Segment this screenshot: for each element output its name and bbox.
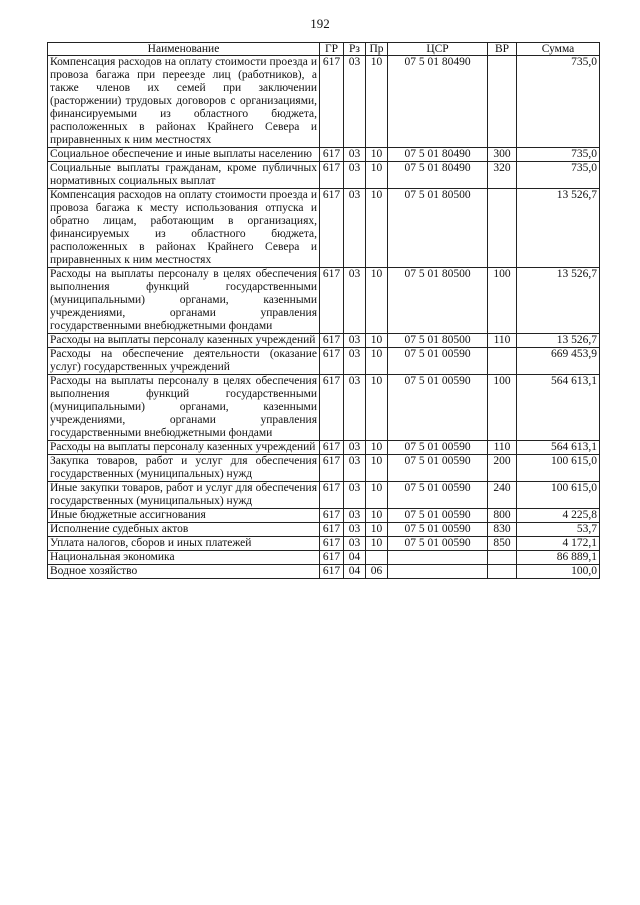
row-gr: 617	[320, 189, 344, 268]
row-rz: 03	[344, 268, 366, 334]
row-vr: 110	[488, 441, 517, 455]
row-pr: 10	[366, 268, 388, 334]
table-row	[48, 189, 600, 268]
row-pr: 10	[366, 537, 388, 551]
row-vr	[488, 56, 517, 148]
row-csr: 07 5 01 80500	[388, 334, 488, 348]
row-pr: 10	[366, 523, 388, 537]
row-pr: 06	[366, 565, 388, 579]
header-gr: ГР	[320, 43, 344, 56]
row-gr: 617	[320, 375, 344, 441]
table-row	[48, 268, 600, 334]
row-sum: 4 172,1	[517, 537, 600, 551]
row-vr	[488, 551, 517, 565]
row-sum: 100 615,0	[517, 482, 600, 509]
table-header-row	[48, 43, 600, 56]
table-row	[48, 551, 600, 565]
row-gr: 617	[320, 162, 344, 189]
row-rz: 03	[344, 482, 366, 509]
row-csr	[388, 551, 488, 565]
row-name: Расходы на выплаты персоналу казенных учреждений	[48, 441, 320, 455]
row-gr: 617	[320, 565, 344, 579]
row-name: Исполнение судебных актов	[48, 523, 320, 537]
row-csr	[388, 565, 488, 579]
row-rz: 04	[344, 565, 366, 579]
row-gr: 617	[320, 441, 344, 455]
row-csr: 07 5 01 80500	[388, 189, 488, 268]
table-row	[48, 334, 600, 348]
row-sum: 735,0	[517, 162, 600, 189]
row-vr: 850	[488, 537, 517, 551]
row-pr: 10	[366, 162, 388, 189]
row-csr: 07 5 01 00590	[388, 441, 488, 455]
row-vr	[488, 189, 517, 268]
row-name: Закупка товаров, работ и услуг для обеспечения государственных (муниципальных) нужд	[48, 455, 320, 482]
row-vr: 100	[488, 375, 517, 441]
row-csr: 07 5 01 00590	[388, 509, 488, 523]
row-name: Социальные выплаты гражданам, кроме публичных нормативных социальных выплат	[48, 162, 320, 189]
row-csr: 07 5 01 80490	[388, 162, 488, 189]
row-name: Компенсация расходов на оплату стоимости проезда и провоза багажа при переезде лиц (работников), а также членов их семей при заключении (расторжении) трудовых договоров с организациями, финансируемыми из областного бюджета, расположенных в районах Крайнего Севера и приравненных к ним местностях	[48, 56, 320, 148]
row-name: Водное хозяйство	[48, 565, 320, 579]
table-row	[48, 348, 600, 375]
row-gr: 617	[320, 348, 344, 375]
row-pr: 10	[366, 509, 388, 523]
row-rz: 03	[344, 523, 366, 537]
row-pr: 10	[366, 189, 388, 268]
table-row	[48, 162, 600, 189]
row-name: Расходы на выплаты персоналу в целях обеспечения выполнения функций государственными (муниципальными) органами, казенными учреждениями, органами управления государственными внебюджетными фондами	[48, 268, 320, 334]
row-name: Расходы на выплаты персоналу казенных учреждений	[48, 334, 320, 348]
row-sum: 13 526,7	[517, 189, 600, 268]
row-name: Компенсация расходов на оплату стоимости проезда и провоза багажа к месту использования отпуска и обратно лицам, работающим в организациях, финансируемых из областного бюджета, расположенных в районах Крайнего Севера и приравненных к ним местностях	[48, 189, 320, 268]
row-name: Иные закупки товаров, работ и услуг для обеспечения государственных (муниципальных) нужд	[48, 482, 320, 509]
row-vr: 110	[488, 334, 517, 348]
row-rz: 03	[344, 334, 366, 348]
page-number: 192	[310, 16, 330, 31]
row-csr: 07 5 01 80490	[388, 148, 488, 162]
budget-table	[47, 42, 600, 579]
row-gr: 617	[320, 334, 344, 348]
row-sum: 100 615,0	[517, 455, 600, 482]
row-sum: 4 225,8	[517, 509, 600, 523]
row-pr: 10	[366, 375, 388, 441]
row-sum: 100,0	[517, 565, 600, 579]
row-name: Уплата налогов, сборов и иных платежей	[48, 537, 320, 551]
row-sum: 564 613,1	[517, 441, 600, 455]
row-vr: 300	[488, 148, 517, 162]
table-row	[48, 565, 600, 579]
row-gr: 617	[320, 268, 344, 334]
row-pr: 10	[366, 482, 388, 509]
table-row	[48, 509, 600, 523]
row-pr: 10	[366, 348, 388, 375]
row-rz: 03	[344, 509, 366, 523]
row-sum: 669 453,9	[517, 348, 600, 375]
row-name: Национальная экономика	[48, 551, 320, 565]
row-rz: 03	[344, 375, 366, 441]
row-name: Расходы на обеспечение деятельности (оказание услуг) государственных учреждений	[48, 348, 320, 375]
row-pr: 10	[366, 441, 388, 455]
row-vr	[488, 565, 517, 579]
row-csr: 07 5 01 00590	[388, 455, 488, 482]
table-row	[48, 523, 600, 537]
row-vr: 200	[488, 455, 517, 482]
row-vr	[488, 348, 517, 375]
row-gr: 617	[320, 56, 344, 148]
row-csr: 07 5 01 80500	[388, 268, 488, 334]
row-sum: 735,0	[517, 56, 600, 148]
row-sum: 13 526,7	[517, 334, 600, 348]
row-rz: 04	[344, 551, 366, 565]
table-row	[48, 148, 600, 162]
row-sum: 735,0	[517, 148, 600, 162]
row-csr: 07 5 01 00590	[388, 348, 488, 375]
row-gr: 617	[320, 455, 344, 482]
header-name: Наименование	[48, 43, 320, 56]
header-csr: ЦСР	[388, 43, 488, 56]
row-rz: 03	[344, 162, 366, 189]
table-row	[48, 441, 600, 455]
row-rz: 03	[344, 441, 366, 455]
row-gr: 617	[320, 482, 344, 509]
row-rz: 03	[344, 348, 366, 375]
header-sum: Сумма	[517, 43, 600, 56]
row-vr: 100	[488, 268, 517, 334]
row-sum: 86 889,1	[517, 551, 600, 565]
row-gr: 617	[320, 537, 344, 551]
row-vr: 240	[488, 482, 517, 509]
header-rz: Рз	[344, 43, 366, 56]
row-csr: 07 5 01 00590	[388, 537, 488, 551]
row-rz: 03	[344, 148, 366, 162]
row-pr: 10	[366, 334, 388, 348]
header-vr: ВР	[488, 43, 517, 56]
table-row	[48, 56, 600, 148]
row-vr: 320	[488, 162, 517, 189]
row-csr: 07 5 01 00590	[388, 523, 488, 537]
row-pr	[366, 551, 388, 565]
header-pr: Пр	[366, 43, 388, 56]
row-rz: 03	[344, 189, 366, 268]
row-name: Расходы на выплаты персоналу в целях обеспечения выполнения функций государственными (муниципальными) органами, казенными учреждениями, органами управления государственными внебюджетными фондами	[48, 375, 320, 441]
row-csr: 07 5 01 00590	[388, 375, 488, 441]
row-csr: 07 5 01 80490	[388, 56, 488, 148]
row-pr: 10	[366, 56, 388, 148]
row-gr: 617	[320, 509, 344, 523]
table-row	[48, 375, 600, 441]
row-rz: 03	[344, 537, 366, 551]
table-row	[48, 455, 600, 482]
row-gr: 617	[320, 523, 344, 537]
table-row	[48, 482, 600, 509]
row-pr: 10	[366, 148, 388, 162]
row-sum: 564 613,1	[517, 375, 600, 441]
row-pr: 10	[366, 455, 388, 482]
table-row	[48, 537, 600, 551]
row-vr: 830	[488, 523, 517, 537]
row-rz: 03	[344, 455, 366, 482]
row-name: Иные бюджетные ассигнования	[48, 509, 320, 523]
row-sum: 13 526,7	[517, 268, 600, 334]
row-csr: 07 5 01 00590	[388, 482, 488, 509]
row-name: Социальное обеспечение и иные выплаты населению	[48, 148, 320, 162]
row-gr: 617	[320, 148, 344, 162]
row-rz: 03	[344, 56, 366, 148]
row-vr: 800	[488, 509, 517, 523]
row-gr: 617	[320, 551, 344, 565]
row-sum: 53,7	[517, 523, 600, 537]
